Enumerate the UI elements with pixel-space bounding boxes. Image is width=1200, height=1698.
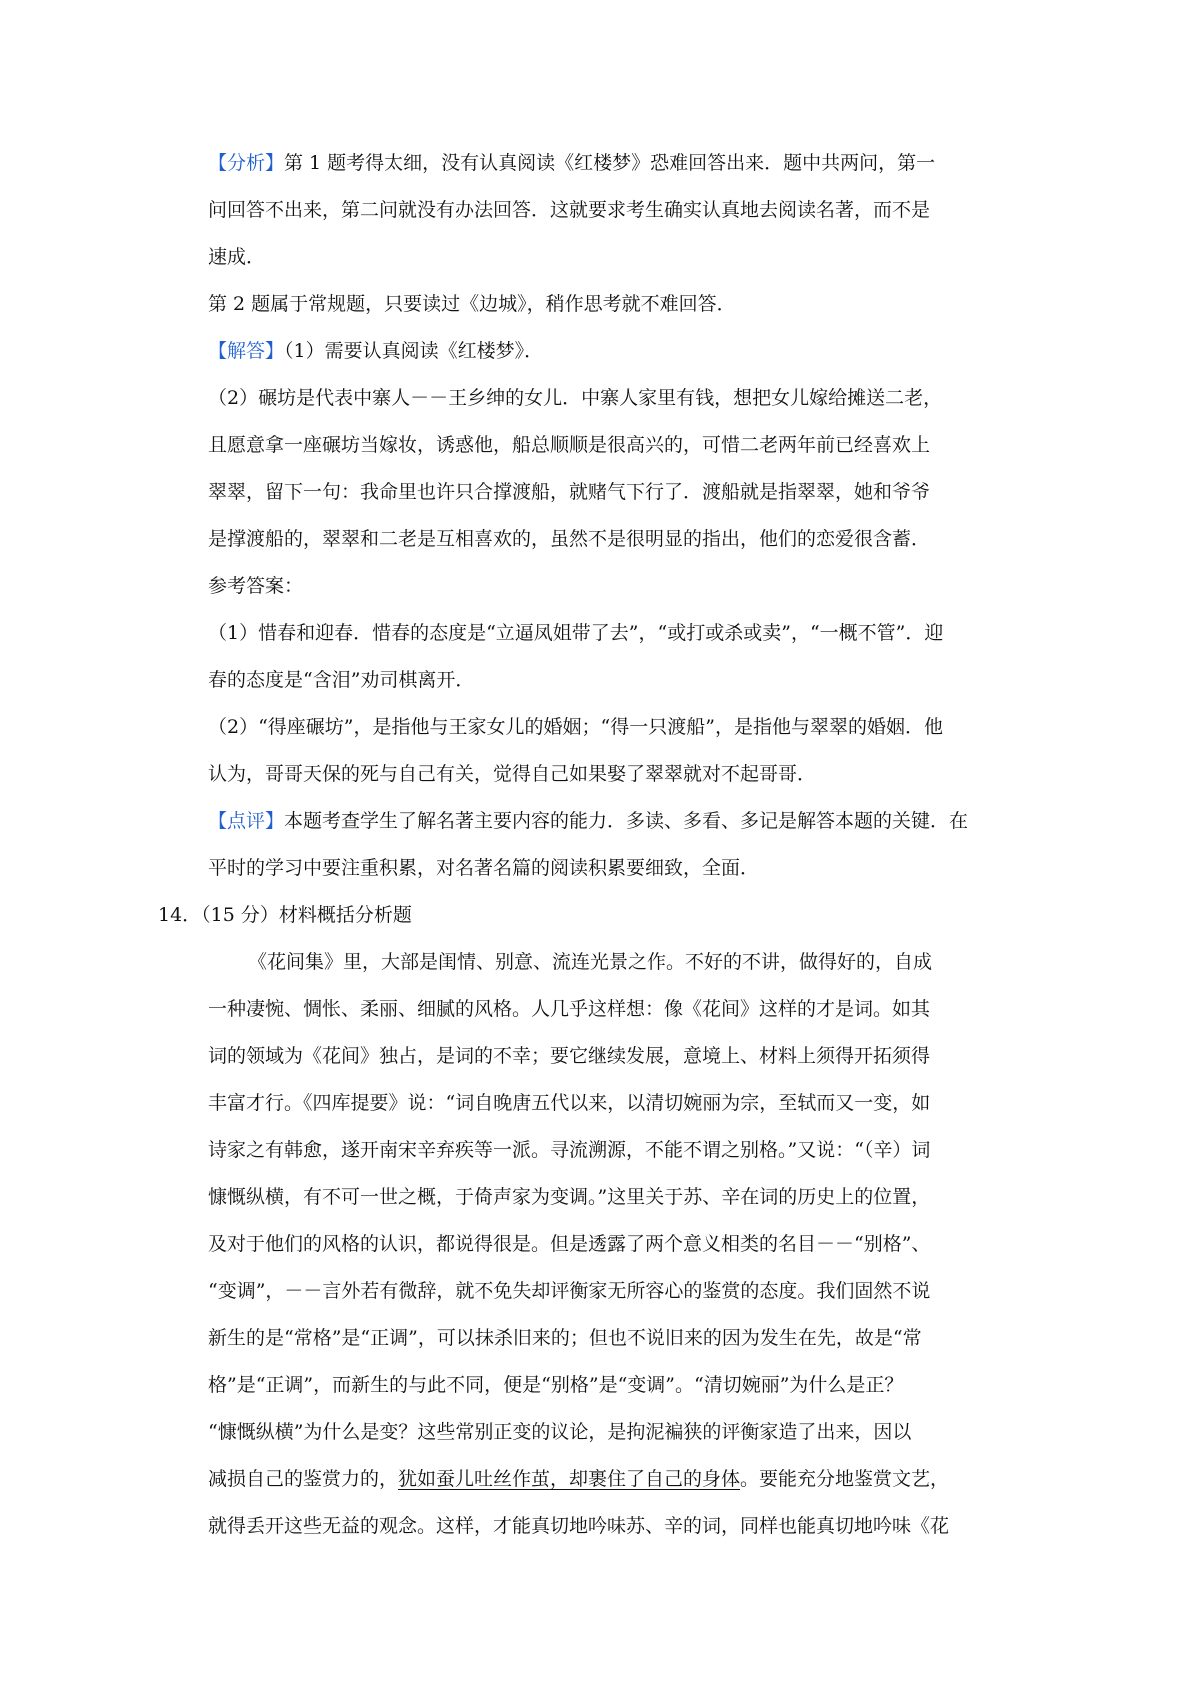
passage-text: 减损自己的鉴赏力的， [208, 1468, 399, 1490]
analysis-line-2: 问回答不出来，第二问就没有办法回答．这就要求考生确实认真地去阅读名著，而不是 [208, 199, 931, 221]
answer-text: （1）需要认真阅读《红楼梦》． [284, 340, 544, 362]
analysis-text: 第 1 题考得太细，没有认真阅读《红楼梦》恐难回答出来．题中共两问，第一 [284, 152, 936, 174]
passage-line-11: “慷慨纵横”为什么是变？这些常别正变的议论，是拘泥褊狭的评衡家造了出来，因以 [208, 1421, 912, 1443]
answer-line-5: 是撑渡船的，翠翠和二老是互相喜欢的，虽然不是很明显的指出，他们的恋爱很含蓄． [208, 528, 931, 550]
passage-line-3: 词的领域为《花间》独占，是词的不幸；要它继续发展，意境上、材料上须得开拓须得 [208, 1045, 931, 1067]
answer-line-1 [208, 328, 1020, 375]
answer-line-10: 认为，哥哥天保的死与自己有关，觉得自己如果娶了翠翠就对不起哥哥． [208, 763, 817, 785]
analysis-tag: 【分析】 [208, 152, 285, 174]
analysis-line-4: 第 2 题属于常规题，只要读过《边城》，稍作思考就不难回答． [208, 293, 736, 315]
reference-answer-label: 参考答案： [208, 575, 304, 597]
answer-line-7: （1）惜春和迎春．惜春的态度是“立逼凤姐带了去”，“或打或杀或卖”，“一概不管”．迎 [208, 622, 944, 644]
passage-line-10: 格”是“正调”，而新生的与此不同，便是“别格”是“变调”。“清切婉丽”为什么是正？ [208, 1374, 904, 1396]
passage-line-9: 新生的是“常格”是“正调”，可以抹杀旧来的；但也不说旧来的因为发生在先，故是“常 [208, 1327, 922, 1349]
passage-line-5: 诗家之有韩愈，遂开南宋辛弃疾等一派。寻流溯源，不能不谓之别格。”又说：“（辛）词 [208, 1139, 931, 1161]
answer-line-2: （2）碾坊是代表中寨人－－王乡绅的女儿．中寨人家里有钱，想把女儿嫁给摊送二老， [208, 387, 943, 409]
passage-line-8: “变调”，－－言外若有微辞，就不免失却评衡家无所容心的鉴赏的态度。我们固然不说 [208, 1280, 931, 1302]
passage-line-4: 丰富才行。《四库提要》说：“词自晚唐五代以来，以清切婉丽为宗，至轼而又一变，如 [208, 1092, 931, 1114]
underlined-sentence: 犹如蚕儿吐丝作茧，却裹住了自己的身体 [398, 1468, 741, 1490]
analysis-line-1 [208, 140, 1020, 187]
passage-line-1: 《花间集》里，大部是闺情、别意、流连光景之作。不好的不讲，做得好的，自成 [248, 951, 933, 973]
passage-line-6: 慷慨纵横，有不可一世之概，于倚声家为变调。”这里关于苏、辛在词的历史上的位置， [208, 1186, 931, 1208]
question-14-heading: 14．（15 分）材料概括分析题 [158, 904, 412, 926]
passage-line-7: 及对于他们的风格的认识，都说得很是。但是透露了两个意义相类的名目－－“别格”、 [208, 1233, 931, 1255]
passage-text: 。要能充分地鉴赏文艺， [740, 1468, 950, 1490]
passage-line-12 [208, 1456, 1020, 1503]
answer-line-8: 春的态度是“含泪”劝司棋离开． [208, 669, 475, 691]
answer-line-4: 翠翠，留下一句：我命里也许只合撑渡船，就赌气下行了．渡船就是指翠翠，她和爷爷 [208, 481, 931, 503]
comment-tag: 【点评】 [208, 810, 285, 832]
answer-line-3: 且愿意拿一座碾坊当嫁妆，诱惑他，船总顺顺是很高兴的，可惜二老两年前已经喜欢上 [208, 434, 931, 456]
comment-text: 本题考查学生了解名著主要内容的能力．多读、多看、多记是解答本题的关键．在 [284, 810, 969, 832]
answer-line-9: （2）“得座碾坊”，是指他与王家女儿的婚姻；“得一只渡船”，是指他与翠翠的婚姻．他 [208, 716, 943, 738]
analysis-line-3: 速成． [208, 246, 266, 268]
comment-line-2: 平时的学习中要注重积累，对名著名篇的阅读积累要细致，全面． [208, 857, 760, 879]
passage-line-13: 就得丢开这些无益的观念。这样，才能真切地吟味苏、辛的词，同样也能真切地吟味《花 [208, 1515, 950, 1537]
passage-line-2: 一种凄惋、惆怅、柔丽、细腻的风格。人几乎这样想：像《花间》这样的才是词。如其 [208, 998, 931, 1020]
comment-line-1 [208, 798, 1020, 845]
answer-tag: 【解答】 [208, 340, 285, 362]
